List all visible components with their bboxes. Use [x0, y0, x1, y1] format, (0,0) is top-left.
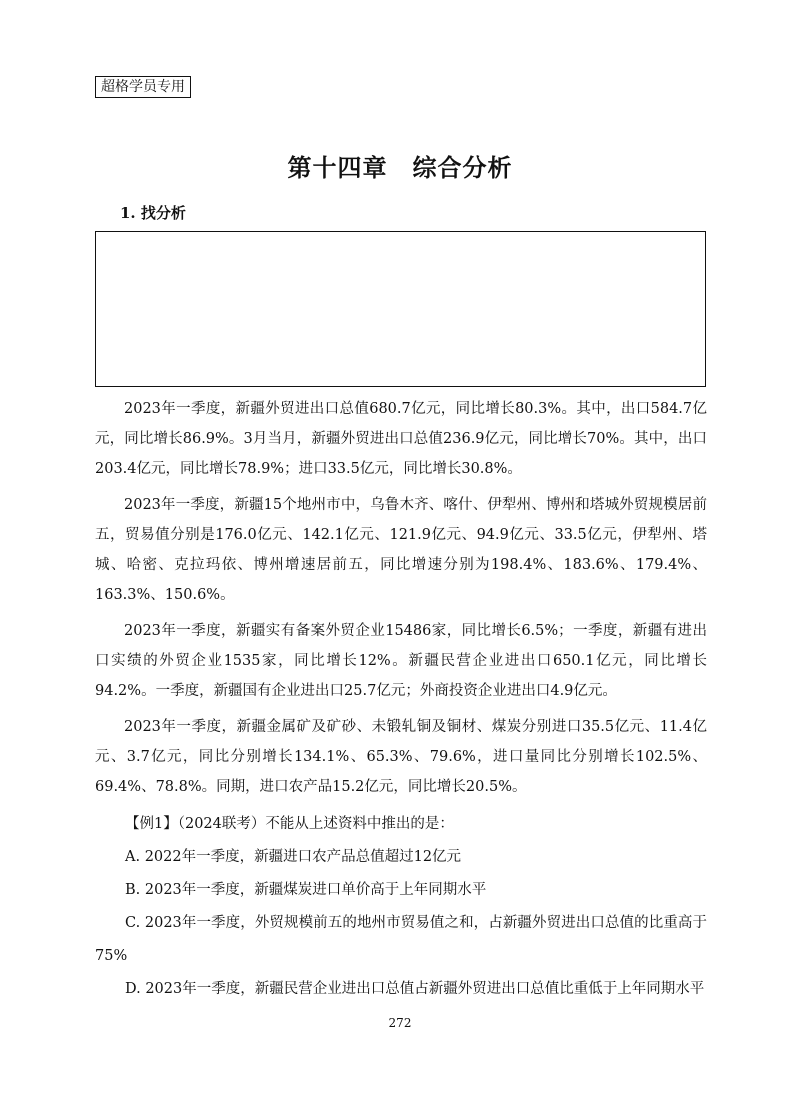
option-d[interactable]: D. 2023年一季度，新疆民营企业进出口总值占新疆外贸进出口总值比重低于上年同期水平: [125, 981, 705, 997]
option-a[interactable]: A. 2022年一季度，新疆进口农产品总值超过12亿元: [125, 849, 462, 865]
student-only-tag: 超格学员专用: [95, 76, 191, 98]
question-stem: 【例1】（2024联考）不能从上述资料中推出的是：: [125, 816, 454, 832]
material-paragraph-3: 2023年一季度，新疆实有备案外贸企业15486家，同比增长6.5%；一季度，新疆有进出口实绩的外贸企业1535家，同比增长12%。新疆民营企业进出口650.1亿元，同比增长94.2%。一季度，新疆国有企业进出口25.7亿元；外商投资企业进出口4.9亿元。: [95, 623, 707, 699]
material-paragraph-2: 2023年一季度，新疆15个地州市中，乌鲁木齐、喀什、伊犁州、博州和塔城外贸规模居前五，贸易值分别是176.0亿元、142.1亿元、121.9亿元、94.9亿元、33.5亿元，伊犁州、塔城、哈密、克拉玛依、博州增速居前五，同比增速分别为198.4%、183.6%、179.4%、163.3%、150.6%。: [95, 497, 707, 603]
page-number: 272: [388, 1016, 412, 1030]
notes-box: [95, 231, 706, 387]
chapter-title: 第十四章 综合分析: [287, 153, 513, 182]
material-body: [95, 394, 707, 1006]
section-heading: 1. 找分析: [120, 204, 186, 222]
material-paragraph-1: 2023年一季度，新疆外贸进出口总值680.7亿元，同比增长80.3%。其中，出口584.7亿元，同比增长86.9%。3月当月，新疆外贸进出口总值236.9亿元，同比增长70%。其中，出口203.4亿元，同比增长78.9%；进口33.5亿元，同比增长30.8%。: [95, 401, 707, 477]
option-b[interactable]: B. 2023年一季度，新疆煤炭进口单价高于上年同期水平: [125, 882, 487, 898]
material-paragraph-4: 2023年一季度，新疆金属矿及矿砂、未锻轧铜及铜材、煤炭分别进口35.5亿元、11.4亿元、3.7亿元，同比分别增长134.1%、65.3%、79.6%，进口量同比分别增长102.5%、69.4%、78.8%。同期，进口农产品15.2亿元，同比增长20.5%。: [95, 719, 707, 795]
option-c[interactable]: C. 2023年一季度，外贸规模前五的地州市贸易值之和，占新疆外贸进出口总值的比重高于75%: [95, 915, 707, 964]
